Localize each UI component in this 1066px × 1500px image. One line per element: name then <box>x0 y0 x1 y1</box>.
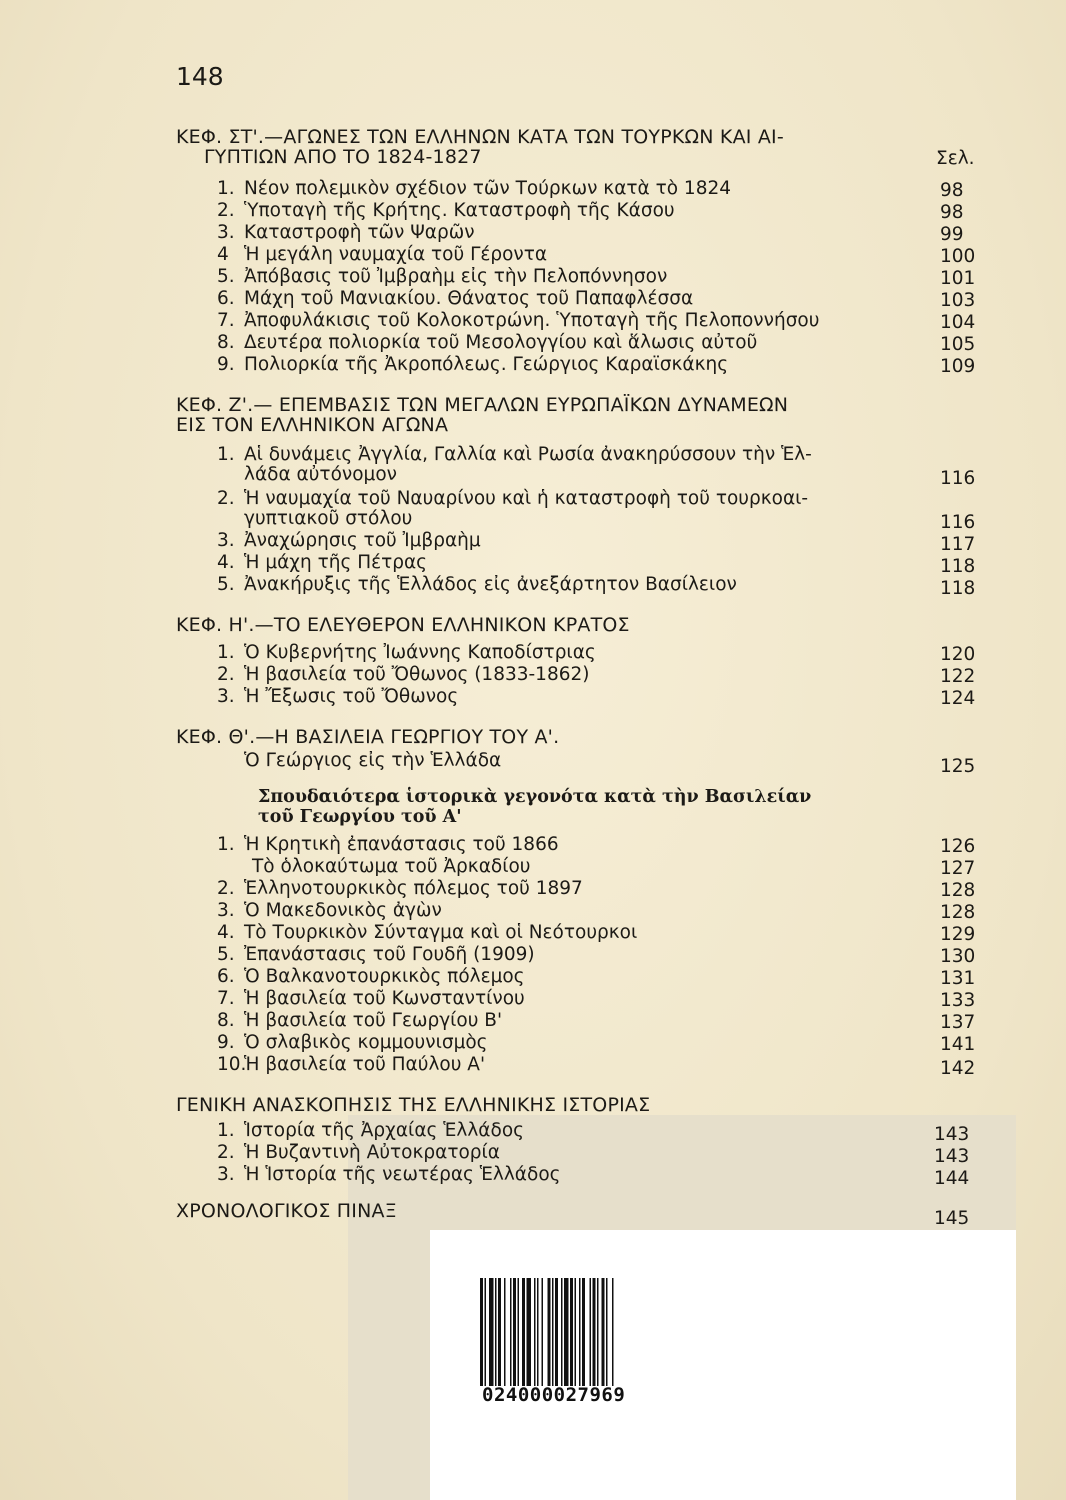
entry-number: 3. <box>217 1164 235 1185</box>
entry-number: 3. <box>217 900 235 921</box>
entry-number: 3. <box>217 530 235 551</box>
chapter-heading: ΓΥΠΤΙΩΝ ΑΠΟ ΤΟ 1824-1827 <box>204 146 482 168</box>
barcode-bar <box>504 1278 506 1386</box>
barcode-bar <box>537 1278 539 1386</box>
entry-title: Ἡ Ἔξωσις τοῦ Ὄθωνος <box>244 686 459 707</box>
barcode-bar <box>522 1278 525 1386</box>
chapter-heading: ΚΕΦ. Θ'.—Η ΒΑΣΙΛΕΙΑ ΓΕΩΡΓΙΟΥ ΤΟΥ Α'. <box>176 726 560 748</box>
entry-page: 142 <box>940 1058 976 1079</box>
barcode-number: 024000027969 <box>482 1384 626 1406</box>
entry-number: 3. <box>217 222 235 243</box>
entry-number: 7. <box>217 988 235 1009</box>
entry-title: Αἱ δυνάμεις Ἀγγλία, Γαλλία καὶ Ρωσία ἀνακηρύσσουν τὴν Ἑλ- <box>244 444 812 465</box>
barcode-bar <box>518 1278 520 1386</box>
entry-page: 118 <box>940 556 976 577</box>
entry-page: 128 <box>940 880 976 901</box>
entry-title-continuation: γυπτιακοῦ στόλου <box>244 508 413 529</box>
entry-page: 118 <box>940 578 976 599</box>
entry-page: 130 <box>940 946 976 967</box>
entry-number: 2. <box>217 1142 235 1163</box>
barcode-bar <box>513 1278 516 1386</box>
entry-title: Ἡ Βυζαντινὴ Αὐτοκρατορία <box>244 1142 500 1163</box>
entry-title: Ἀνακήρυξις τῆς Ἑλλάδος εἰς ἀνεξάρτητον Βασίλειον <box>244 574 737 595</box>
entry-title: Ὁ Γεώργιος εἰς τὴν Ἑλλάδα <box>244 750 502 771</box>
barcode-bar <box>593 1278 596 1386</box>
entry-page: 105 <box>940 334 976 355</box>
barcode-bar <box>570 1278 573 1386</box>
barcode-bar <box>561 1278 563 1386</box>
entry-page: 101 <box>940 268 976 289</box>
entry-number: 9. <box>217 1032 235 1053</box>
entry-title: Ὁ Κυβερνήτης Ἰωάννης Καποδίστριας <box>244 642 596 663</box>
entry-page: 141 <box>940 1034 976 1055</box>
barcode-bar <box>485 1278 487 1386</box>
entry-number: 6. <box>217 288 235 309</box>
entry-title: Τὸ Τουρκικὸν Σύνταγμα καὶ οἱ Νεότουρκοι <box>244 922 638 943</box>
entry-number: 4. <box>217 922 235 943</box>
entry-page: 104 <box>940 312 976 333</box>
entry-title: Ἀναχώρησις τοῦ Ἰμβραὴμ <box>244 530 481 551</box>
chapter-heading: ΕΙΣ ΤΟΝ ΕΛΛΗΝΙΚΟΝ ΑΓΩΝΑ <box>176 414 449 436</box>
entry-number: 10. <box>217 1054 247 1075</box>
barcode-bar <box>498 1278 501 1386</box>
entry-title: Τὸ ὁλοκαύτωμα τοῦ Ἀρκαδίου <box>252 856 531 877</box>
barcode-bar <box>542 1278 544 1386</box>
entry-number: 4 <box>217 244 229 265</box>
entry-title: Δευτέρα πολιορκία τοῦ Μεσολογγίου καὶ ἅλωσις αὐτοῦ <box>244 332 758 353</box>
entry-page: 109 <box>940 356 976 377</box>
entry-number: 5. <box>217 944 235 965</box>
entry-page: 98 <box>940 202 964 223</box>
entry-title: Ὑποταγὴ τῆς Κρήτης. Καταστροφὴ τῆς Κάσου <box>244 200 675 221</box>
entry-number: 8. <box>217 332 235 353</box>
barcode-bar <box>582 1278 585 1386</box>
entry-title: Ἡ ναυμαχία τοῦ Ναυαρίνου καὶ ἡ καταστροφὴ τοῦ τουρκοαι- <box>244 488 809 509</box>
entry-title: Ὁ Μακεδονικὸς ἀγὼν <box>244 900 442 921</box>
entry-page: 99 <box>940 224 964 245</box>
entry-number: 5. <box>217 266 235 287</box>
entry-title: Ἑλληνοτουρκικὸς πόλεμος τοῦ 1897 <box>244 878 583 899</box>
chapter-heading: ΓΕΝΙΚΗ ΑΝΑΣΚΟΠΗΣΙΣ ΤΗΣ ΕΛΛΗΝΙΚΗΣ ΙΣΤΟΡΙΑΣ <box>176 1094 651 1116</box>
barcode-bar <box>495 1278 497 1386</box>
entry-title: Ἡ Ἱστορία τῆς νεωτέρας Ἑλλάδος <box>244 1164 561 1185</box>
entry-number: 2. <box>217 878 235 899</box>
entry-number: 1. <box>217 178 235 199</box>
entry-page: 133 <box>940 990 976 1011</box>
entry-page: 143 <box>934 1124 970 1145</box>
entry-number: 4. <box>217 552 235 573</box>
page-number: 148 <box>176 62 224 91</box>
subheading: Σπουδαιότερα ἱστορικὰ γεγονότα κατὰ τὴν Βασιλείαν <box>258 787 812 807</box>
entry-number: 1. <box>217 834 235 855</box>
entry-title: Ὁ σλαβικὸς κομμουνισμὸς <box>244 1032 488 1053</box>
barcode-bar <box>590 1278 592 1386</box>
subheading: τοῦ Γεωργίου τοῦ Α' <box>258 807 462 827</box>
barcode-bar <box>552 1278 554 1386</box>
entry-page: 125 <box>940 756 976 777</box>
entry-title: Ἀποφυλάκισις τοῦ Κολοκοτρώνη. Ὑποταγὴ τῆς Πελοποννήσου <box>244 310 820 331</box>
barcode-bar <box>548 1278 551 1386</box>
entry-title-continuation: λάδα αὐτόνομον <box>244 464 397 485</box>
page-column-label: Σελ. <box>936 148 975 169</box>
entry-title: Ἀπόβασις τοῦ Ἰμβραὴμ εἰς τὴν Πελοπόννησον <box>244 266 668 287</box>
barcode-icon <box>480 1278 660 1388</box>
chapter-heading: ΚΕΦ. Ζ'.— ΕΠΕΜΒΑΣΙΣ ΤΩΝ ΜΕΓΑΛΩΝ ΕΥΡΩΠΑΪΚΩΝ ΔΥΝΑΜΕΩΝ <box>176 394 789 416</box>
barcode-bar <box>612 1278 614 1386</box>
entry-title: Ἡ μάχη τῆς Πέτρας <box>244 552 428 573</box>
barcode-bar <box>480 1278 483 1386</box>
entry-page: 117 <box>940 534 976 555</box>
barcode-bar <box>555 1278 558 1386</box>
entry-number: 8. <box>217 1010 235 1031</box>
barcode-bar <box>527 1278 532 1386</box>
entry-page: 129 <box>940 924 976 945</box>
entry-number: 6. <box>217 966 235 987</box>
entry-title: Ἡ βασιλεία τοῦ Κωνσταντίνου <box>244 988 525 1009</box>
entry-title: Ὁ Βαλκανοτουρκικὸς πόλεμος <box>244 966 525 987</box>
entry-number: 2. <box>217 200 235 221</box>
entry-page: 137 <box>940 1012 976 1033</box>
entry-page: 127 <box>940 858 976 879</box>
entry-title: Καταστροφὴ τῶν Ψαρῶν <box>244 222 475 243</box>
entry-page: 145 <box>934 1208 970 1229</box>
entry-page: 126 <box>940 836 976 857</box>
entry-page: 144 <box>934 1168 970 1189</box>
barcode-bar <box>564 1278 569 1386</box>
entry-number: 1. <box>217 1120 235 1141</box>
barcode-bar <box>489 1278 494 1386</box>
entry-number: 1. <box>217 642 235 663</box>
entry-page: 103 <box>940 290 976 311</box>
entry-number: 9. <box>217 354 235 375</box>
entry-title: Πολιορκία τῆς Ἀκροπόλεως. Γεώργιος Καραϊσκάκης <box>244 354 729 375</box>
chapter-heading: ΚΕΦ. ΣΤ'.—ΑΓΩΝΕΣ ΤΩΝ ΕΛΛΗΝΩΝ ΚΑΤΑ ΤΩΝ ΤΟΥΡΚΩΝ ΚΑΙ ΑΙ- <box>176 126 784 148</box>
entry-page: 128 <box>940 902 976 923</box>
entry-page: 100 <box>940 246 976 267</box>
barcode-bar <box>606 1278 608 1386</box>
barcode-bar <box>579 1278 581 1386</box>
entry-page: 116 <box>940 468 976 489</box>
entry-page: 116 <box>940 512 976 533</box>
barcode-bar <box>602 1278 605 1386</box>
entry-number: 2. <box>217 488 235 509</box>
entry-number: 3. <box>217 686 235 707</box>
entry-number: 7. <box>217 310 235 331</box>
entry-title: Ἱστορία τῆς Ἀρχαίας Ἑλλάδος <box>244 1120 524 1141</box>
entry-number: 1. <box>217 444 235 465</box>
entry-title: Ἡ μεγάλη ναυμαχία τοῦ Γέροντα <box>244 244 548 265</box>
entry-title: Νέον πολεμικὸν σχέδιον τῶν Τούρκων κατὰ τὸ 1824 <box>244 178 732 199</box>
entry-title: Μάχη τοῦ Μανιακίου. Θάνατος τοῦ Παπαφλέσσα <box>244 288 694 309</box>
barcode-bar <box>534 1278 536 1386</box>
barcode-bar <box>597 1278 599 1386</box>
entry-title: Ἡ Κρητικὴ ἐπανάστασις τοῦ 1866 <box>244 834 559 855</box>
entry-title: Ἐπανάστασις τοῦ Γουδῆ (1909) <box>244 944 535 965</box>
entry-page: 143 <box>934 1146 970 1167</box>
entry-title: Ἡ βασιλεία τοῦ Παύλου Α' <box>244 1054 486 1075</box>
entry-page: 120 <box>940 644 976 665</box>
entry-title: Ἡ βασιλεία τοῦ Γεωργίου Β' <box>244 1010 503 1031</box>
chapter-heading: ΚΕΦ. Η'.—ΤΟ ΕΛΕΥΘΕΡΟΝ ΕΛΛΗΝΙΚΟΝ ΚΡΑΤΟΣ <box>176 614 630 636</box>
entry-page: 98 <box>940 180 964 201</box>
chronological-table-title: ΧΡΟΝΟΛΟΓΙΚΟΣ ΠΙΝΑΞ <box>176 1200 397 1222</box>
entry-page: 122 <box>940 666 976 687</box>
barcode-bar <box>575 1278 577 1386</box>
entry-page: 131 <box>940 968 976 989</box>
barcode-bar <box>510 1278 512 1386</box>
entry-page: 124 <box>940 688 976 709</box>
entry-title: Ἡ βασιλεία τοῦ Ὄθωνος (1833-1862) <box>244 664 590 685</box>
entry-number: 2. <box>217 664 235 685</box>
entry-number: 5. <box>217 574 235 595</box>
